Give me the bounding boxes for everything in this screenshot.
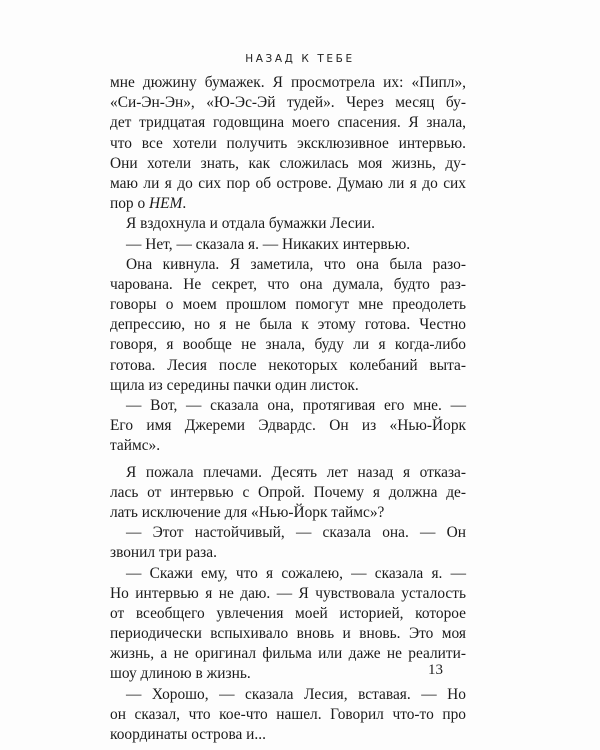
text-line: мне дюжину бумажек. Я просмотрела их: «Пипл», [110,74,466,91]
text-line: Она кивнула. Я заметила, что она была разо- [126,255,466,273]
text-line: «Си-Эн-Эн», «Ю-Эс-Эй тудей». Через месяц бу- [110,94,466,112]
text-line: Я пожала плечами. Десять лет назад я отказа- [126,463,466,481]
text-line-end: . [182,195,187,213]
text-line: дет тридцатая годовщина моего спасения. Я знала, [110,114,466,132]
text-line: таймс». [110,437,161,455]
text-line: щила из середины пачки один листок. [110,376,359,394]
text-line-start: пор о [110,195,150,213]
page-number: 13 [428,662,443,678]
text-line: маю ли я до сих пор об острове. Думаю ли я до сих [110,174,466,192]
text-line: говоры о моем прошлом помогут мне преодолеть [110,296,466,314]
text-line: депрессию, но я не была к этому готова. Честно [110,316,466,334]
running-head: НАЗАД К ТЕБЕ [245,53,355,65]
text-line: говоря, я вообще не знала, буду ли я когда-либо [110,336,466,354]
text-line [110,194,466,214]
text-line: — Нет, — сказала я. — Никаких интервью. [126,235,411,253]
text-line: готова. Лесия после некоторых колебаний выта- [110,356,466,374]
text-line: звонил три раза. [110,544,217,562]
text-line: Его имя Джереми Эдвардс. Он из «Нью-Йорк [110,417,466,435]
text-line: лать исключение для «Нью-Йорк таймс»? [110,503,385,521]
text-line: периодически вспыхивало вновь и вновь. Это моя [110,625,466,643]
emphasized-word: НЕМ [149,195,183,213]
text-line: координаты острова и... [110,726,266,743]
text-line: — Этот настойчивый, — сказала она. — Он [126,524,466,542]
text-line: Они хотели знать, как сложилась моя жизнь, ду- [110,154,466,172]
text-line: лась от интервью с Опрой. Почему я должна де- [110,483,466,501]
text-line: Я вздохнула и отдала бумажки Лесии. [126,215,375,233]
text-line: жизнь, а не оригинал фильма или даже не реалити- [110,645,466,663]
text-line: — Хорошо, — сказала Лесия, вставая. — Но [126,685,466,703]
text-line: от всеобщего увлечения моей историей, которое [110,604,466,622]
text-line: он сказал, что кое-что нашел. Говорил что-то про [110,705,466,723]
text-line: чарована. Не секрет, что она думала, будто раз- [110,275,466,293]
text-line: — Вот, — сказала она, протягивая его мне. — [126,397,466,414]
body-text [110,73,466,745]
text-line: шоу длиною в жизнь. [110,665,251,683]
text-line: что все хотели получить эксклюзивное интервью. [110,134,466,152]
text-line: — Скажи ему, что я сожалею, — сказала я. — [126,564,466,582]
text-line: Но интервью я не даю. — Я чувствовала усталость [110,584,466,602]
